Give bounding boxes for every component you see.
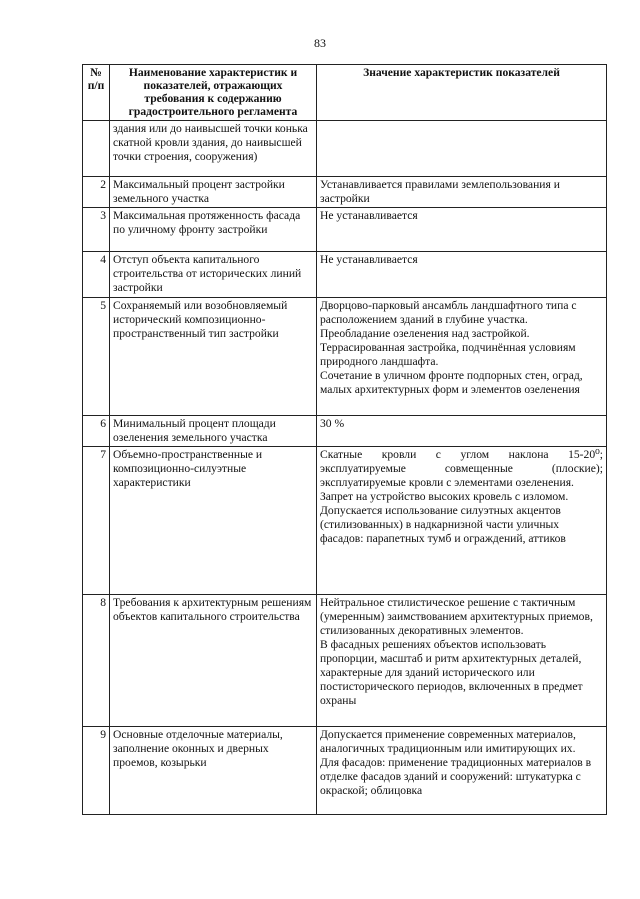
table-row <box>83 298 607 416</box>
row-value: Допускается применение современных материалов, аналогичных традиционным или имитирующих их. Для фасадов: применение традиционных материалов в отделке фасадов зданий и сооружений: штукатурка с окраской; облицовка <box>317 727 607 815</box>
header-number: № п/п <box>83 65 110 121</box>
page-number: 83 <box>314 36 326 50</box>
row-number <box>83 121 110 177</box>
row-name: Основные отделочные материалы, заполнение оконных и дверных проемов, козырьки <box>110 727 317 815</box>
row-number: 4 <box>83 252 110 298</box>
table-row <box>83 121 607 177</box>
row-name: Максимальная протяженность фасада по уличному фронту застройки <box>110 208 317 252</box>
row-name: Требования к архитектурным решениям объектов капитального строительства <box>110 595 317 727</box>
table-row <box>83 208 607 252</box>
row-number: 5 <box>83 298 110 416</box>
row-name: Объемно-пространственные и композиционно-силуэтные характеристики <box>110 447 317 595</box>
row-name: здания или до наивысшей точки конька скатной кровли здания, до наивысшей точки строения, сооружения) <box>110 121 317 177</box>
row-value: Не устанавливается <box>317 252 607 298</box>
row-name: Сохраняемый или возобновляемый исторический композиционно-пространственный тип застройки <box>110 298 317 416</box>
table-header-row <box>83 65 607 121</box>
table-row <box>83 595 607 727</box>
header-characteristic-value: Значение характеристик показателей <box>317 65 607 121</box>
row-name: Максимальный процент застройки земельного участка <box>110 177 317 208</box>
row-name: Отступ объекта капитального строительства от исторических линий застройки <box>110 252 317 298</box>
row-number: 6 <box>83 416 110 447</box>
table-row <box>83 416 607 447</box>
row-number: 7 <box>83 447 110 595</box>
row-value: Дворцово-парковый ансамбль ландшафтного типа с расположением зданий в глубине участка. Преобладание озеленения над застройкой. Террасированная застройка, подчинённая условиям природного ландшафта. Сочетание в уличном фронте подпорных стен, оград, малых архитектурных форм и элементов озеленения <box>317 298 607 416</box>
row-value: Скатные кровли с углом наклона 15-20⁰; эксплуатируемые совмещенные (плоские); эксплуатируемые кровли с элементами озеленения. Запрет на устройство высоких кровель с изломом. Допускается использование силуэтных акцентов (стилизованных) в надкарнизной части уличных фасадов: парапетных тумб и ограждений, аттиков <box>317 447 607 595</box>
row-number: 9 <box>83 727 110 815</box>
row-number: 3 <box>83 208 110 252</box>
row-value <box>317 121 607 177</box>
row-number: 2 <box>83 177 110 208</box>
row-value: Устанавливается правилами землепользования и застройки <box>317 177 607 208</box>
row-value: 30 % <box>317 416 607 447</box>
table-row <box>83 727 607 815</box>
table-row <box>83 177 607 208</box>
row-value: Не устанавливается <box>317 208 607 252</box>
header-characteristic-name: Наименование характеристик и показателей, отражающих требования к содержанию градостроительного регламента <box>110 65 317 121</box>
row-number: 8 <box>83 595 110 727</box>
regulation-table <box>82 64 607 815</box>
table-row <box>83 252 607 298</box>
row-name: Минимальный процент площади озеленения земельного участка <box>110 416 317 447</box>
row-value: Нейтральное стилистическое решение с тактичным (умеренным) заимствованием архитектурных приемов, стилизованных декоративных элементов. В фасадных решениях объектов использовать пропорции, масштаб и ритм архитектурных деталей, характерные для зданий исторического или постисторического периодов, включенных в предмет охраны <box>317 595 607 727</box>
table-row <box>83 447 607 595</box>
